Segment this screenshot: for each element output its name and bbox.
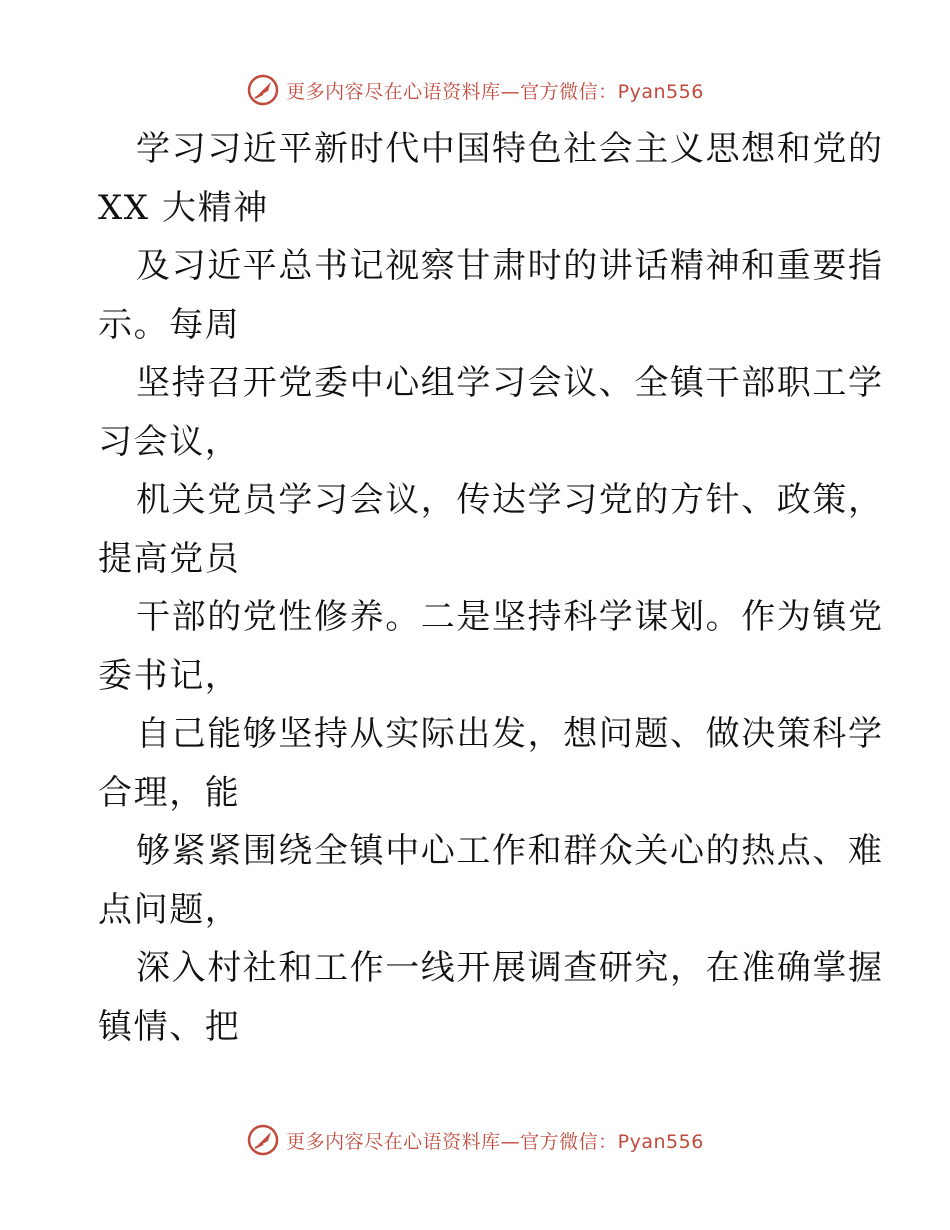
paragraph-line: 示。每周 bbox=[98, 304, 241, 345]
quill-logo-icon bbox=[246, 1123, 280, 1157]
paragraph-line: 自己能够坚持从实际出发，想问题、做决策科学 bbox=[136, 714, 884, 754]
header-watermark-text: 更多内容尽在心语资料库—官方微信：Pyan556 bbox=[286, 80, 704, 103]
paragraph-line: 够紧紧围绕全镇中心工作和群众关心的热点、难 bbox=[136, 831, 884, 871]
paragraph-line: 干部的党性修养。二是坚持科学谋划。作为镇党 bbox=[136, 597, 884, 637]
paragraph-line: 机关党员学习会议，传达学习党的方针、政策， bbox=[136, 480, 884, 520]
paragraph-line: XX 大精神 bbox=[98, 187, 269, 228]
paragraph-line: 及习近平总书记视察甘肃时的讲话精神和重要指 bbox=[136, 246, 884, 286]
paragraph-line: 提高党员 bbox=[98, 538, 241, 579]
paragraph-line: 委书记， bbox=[98, 655, 241, 696]
paragraph-line: 点问题， bbox=[98, 889, 241, 930]
paragraph-line: 镇情、把 bbox=[98, 1006, 241, 1047]
footer-watermark bbox=[0, 1120, 950, 1160]
footer-watermark-text: 更多内容尽在心语资料库—官方微信：Pyan556 bbox=[286, 1130, 704, 1153]
paragraph-line: 习会议， bbox=[98, 421, 241, 462]
paragraph-line: 学习习近平新时代中国特色社会主义思想和党的 bbox=[136, 129, 884, 169]
paragraph-line: 坚持召开党委中心组学习会议、全镇干部职工学 bbox=[136, 363, 884, 403]
paragraph-line: 深入村社和工作一线开展调查研究，在准确掌握 bbox=[136, 948, 884, 988]
header-watermark bbox=[0, 70, 950, 110]
quill-logo-icon bbox=[246, 73, 280, 107]
paragraph-line: 合理，能 bbox=[98, 772, 241, 813]
document-body bbox=[98, 120, 884, 1056]
